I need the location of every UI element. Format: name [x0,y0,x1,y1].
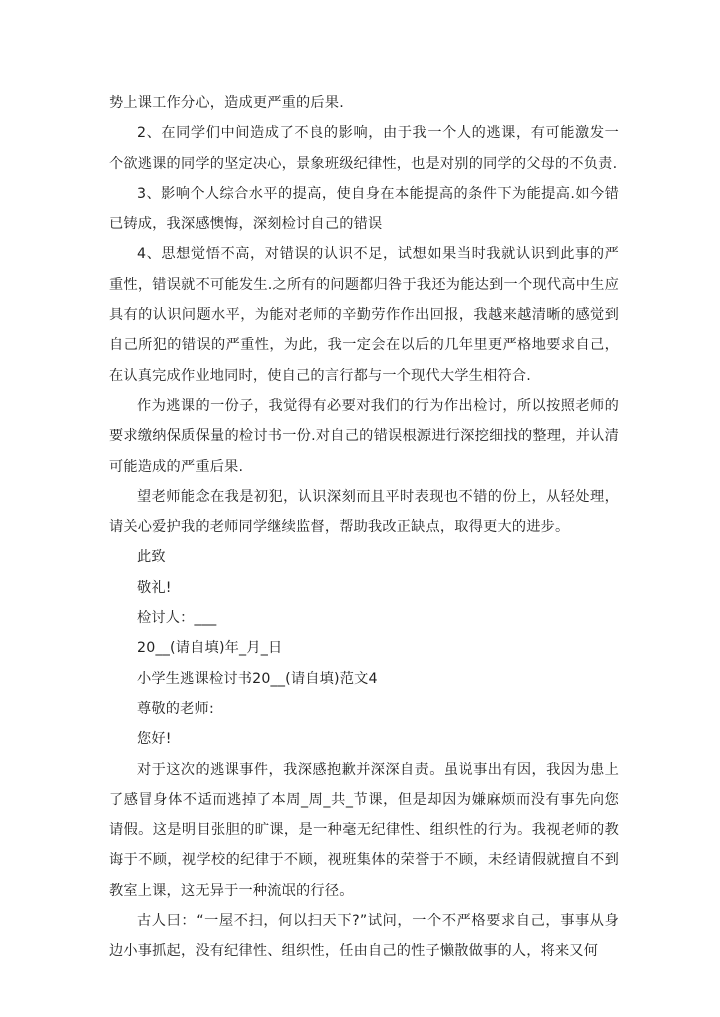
date-line: 20__(请自填)年_月_日 [137,640,283,657]
section-title: 小学生逃课检讨书20__(请自填)范文4 [137,670,378,687]
salutation: 尊敬的老师: [137,700,214,717]
paragraph-proverb: 古人曰：“一屋不扫，何以扫天下?”试问，一个不严格要求自己，事事从身边小事抓起，没有纪律性、组织性，任由自己的性子懒散做事的人，将来又何 [109,913,619,960]
paragraph-request: 望老师能念在我是初犯，认识深刻而且平时表现也不错的份上，从轻处理，请关心爱护我的老师同学继续监督，帮助我改正缺点，取得更大的进步。 [109,488,619,536]
paragraph-reflection: 作为逃课的一份子，我觉得有必要对我们的行为作出检讨，所以按照老师的要求缴纳保质保量的检讨书一份.对自己的错误根源进行深挖细找的整理，并认清可能造成的严重后果. [109,397,619,475]
greeting: 您好! [137,731,172,748]
paragraph-point-2: 2、在同学们中间造成了不良的影响，由于我一个人的逃课，有可能激发一个欲逃课的同学的坚定决心，景象班级纪律性，也是对别的同学的父母的不负责. [109,125,619,172]
closing-cizhi: 此致 [137,549,166,566]
paragraph-point-3: 3、影响个人综合水平的提高，使自身在本能提高的条件下为能提高.如今错已铸成，我深感懊悔，深刻检讨自己的错误 [109,185,619,233]
closing-jingli: 敬礼! [137,579,172,596]
signature-line: 检讨人：___ [137,610,217,627]
paragraph-point-4: 4、思想觉悟不高，对错误的认识不足，试想如果当时我就认识到此事的严重性，错误就不可能发生.之所有的问题都归咎于我还为能达到一个现代高中生应具有的认识问题水平，为能对老师的辛勤劳作作出回报，我越来越清晰的感觉到自己所犯的错误的严重性，为此，我一定会在以后的几年里更严格地要求自己，在认真完成作业地同时，使自己的言行都与一个现代大学生相符合. [109,246,619,384]
paragraph-apology: 对于这次的逃课事件，我深感抱歉并深深自责。虽说事出有因，我因为患上了感冒身体不适而逃掉了本周_周_共_节课，但是却因为嫌麻烦而没有事先向您请假。这是明目张胆的旷课，是一种毫无纪律性、组织性的行为。我视老师的教诲于不顾，视学校的纪律于不顾，视班集体的荣誉于不顾，未经请假就擅自不到教室上课，这无异于一种流氓的行径。 [109,761,619,899]
document-body [109,88,619,967]
paragraph-continuation: 势上课工作分心，造成更严重的后果. [109,95,344,111]
